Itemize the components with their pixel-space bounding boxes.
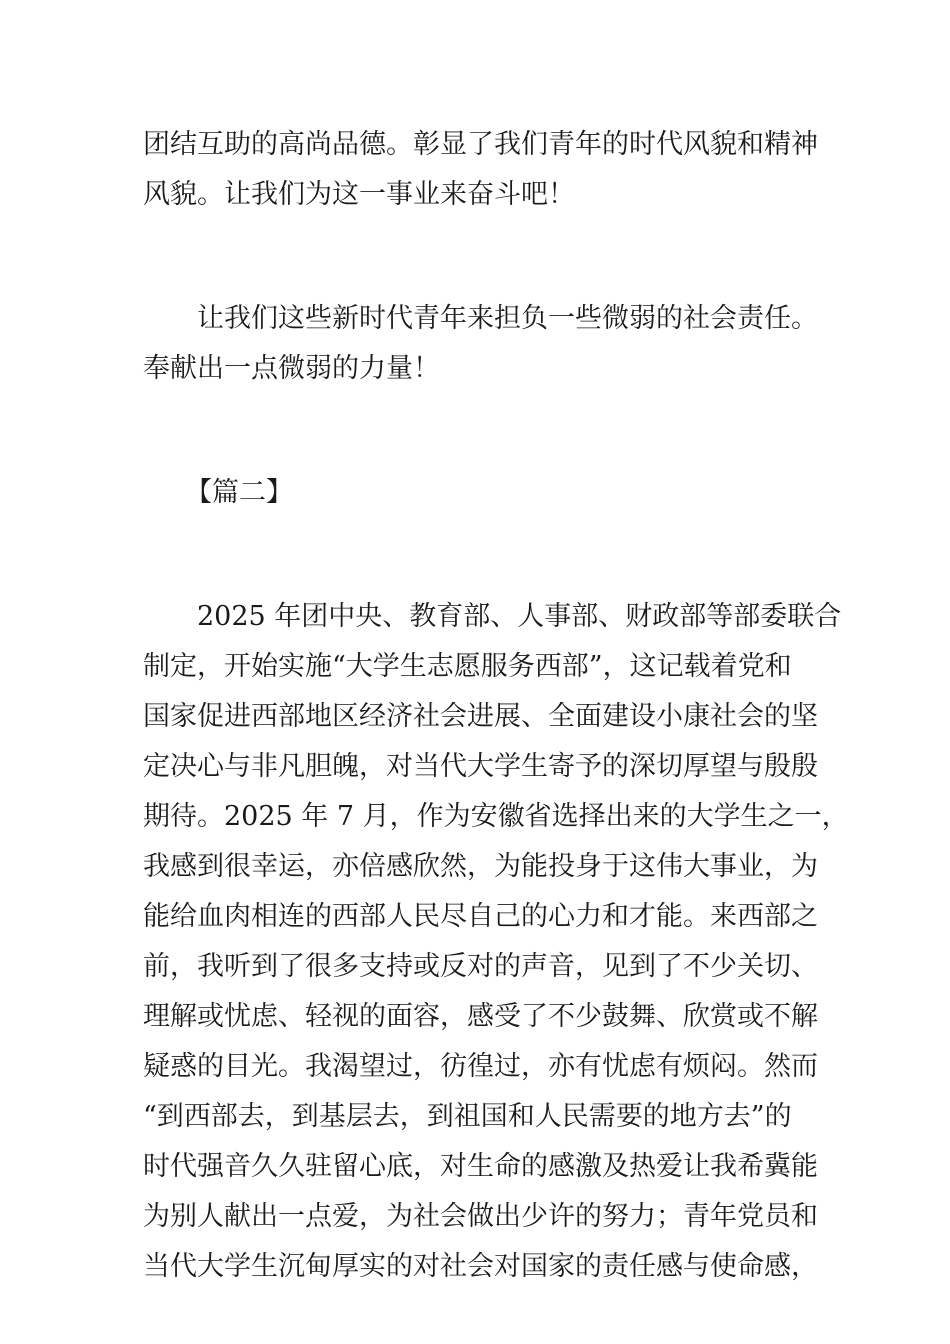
text-line: 当代大学生沉甸厚实的对社会对国家的责任感与使命感， [143, 1251, 818, 1282]
text-line: 前，我听到了很多支持或反对的声音，见到了不少关切、 [143, 951, 818, 982]
paragraph-gap [143, 220, 808, 294]
section-heading: 【篇二】 [185, 477, 293, 508]
text-line: 2025 年团中央、教育部、人事部、财政部等部委联合 [197, 601, 842, 632]
text-line: 奉献出一点微弱的力量！ [143, 353, 440, 384]
text-line: 期待。2025 年 7 月，作为安徽省选择出来的大学生之一， [143, 801, 849, 832]
paragraph-gap [143, 394, 808, 468]
text-line: 能给血肉相连的西部人民尽自己的心力和才能。来西部之 [143, 901, 818, 932]
paragraph-3 [143, 592, 849, 1292]
text-line: 团结互助的高尚品德。彰显了我们青年的时代风貌和精神 [143, 129, 818, 160]
text-line: 疑惑的目光。我渴望过，彷徨过，亦有忧虑有烦闷。然而 [143, 1051, 818, 1082]
text-line: 为别人献出一点爱，为社会做出少许的努力；青年党员和 [143, 1201, 818, 1232]
text-line: 国家促进西部地区经济社会进展、全面建设小康社会的坚 [143, 701, 818, 732]
paragraph-gap [143, 518, 808, 592]
text-line: 我感到很幸运，亦倍感欣然，为能投身于这伟大事业，为 [143, 851, 818, 882]
text-line: 理解或忧虑、轻视的面容，感受了不少鼓舞、欣赏或不解 [143, 1001, 818, 1032]
document-body [143, 120, 849, 1292]
text-line: 制定，开始实施“大学生志愿服务西部”，这记载着党和 [143, 651, 792, 682]
text-line: 让我们这些新时代青年来担负一些微弱的社会责任。 [197, 303, 818, 334]
paragraph-2 [143, 294, 818, 394]
text-line: 风貌。让我们为这一事业来奋斗吧！ [143, 179, 575, 210]
text-line: “到西部去，到基层去，到祖国和人民需要的地方去”的 [143, 1101, 792, 1132]
text-line: 时代强音久久驻留心底，对生命的感激及热爱让我希冀能 [143, 1151, 818, 1182]
paragraph-1 [143, 120, 818, 220]
text-line: 定决心与非凡胆魄，对当代大学生寄予的深切厚望与殷殷 [143, 751, 818, 782]
